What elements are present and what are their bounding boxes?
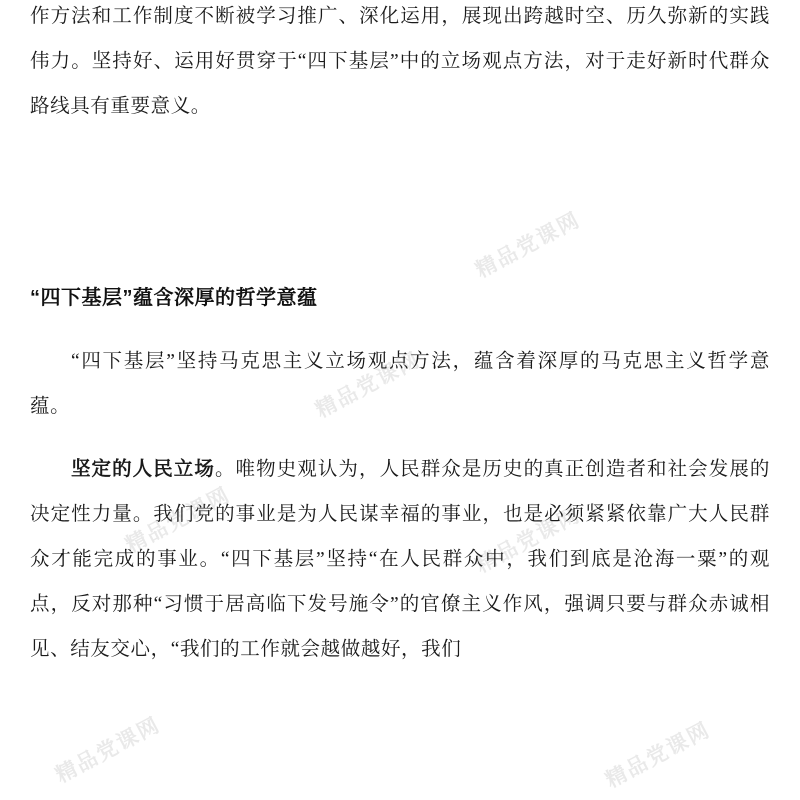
watermark-text: 精品党课网 (472, 208, 585, 283)
paragraph-2-rest: 。唯物史观认为，人民群众是历史的真正创造者和社会发展的决定性力量。我们党的事业是为人民谋幸福的事业，也是必须紧紧依靠广大人民群众才能完成的事业。“四下基层”坚持“在人民群众中，我们到底是沧海一粟”的观点，反对那种“习惯于居高临下发号施令”的官僚主义作风，强调只要与群众赤诚相见、结友交心，“我们的工作就会越做越好，我们 (30, 459, 771, 660)
watermark-text: 精品党课网 (122, 483, 235, 558)
document-body (30, 0, 770, 672)
paragraph-2 (30, 447, 770, 672)
watermark-text: 精品党课网 (52, 713, 165, 788)
watermark-text: 精品党课网 (472, 503, 585, 578)
watermark-text: 精品党课网 (312, 348, 425, 423)
paragraph-continuation: 作方法和工作制度不断被学习推广、深化运用，展现出跨越时空、历久弥新的实践伟力。坚持好、运用好贯穿于“四下基层”中的立场观点方法，对于走好新时代群众路线具有重要意义。 (30, 6, 770, 117)
vertical-spacer (30, 317, 770, 339)
top-paragraph-block (30, 0, 770, 129)
paragraph-2-lead: 坚定的人民立场 (70, 459, 215, 480)
paragraph-1: “四下基层”坚持马克思主义立场观点方法，蕴含着深厚的马克思主义哲学意蕴。 (30, 351, 770, 417)
watermark-text: 精品党课网 (602, 718, 715, 793)
vertical-spacer (30, 429, 770, 447)
vertical-spacer (30, 129, 770, 279)
section-heading: “四下基层”蕴含深厚的哲学意蕴 (30, 287, 318, 309)
